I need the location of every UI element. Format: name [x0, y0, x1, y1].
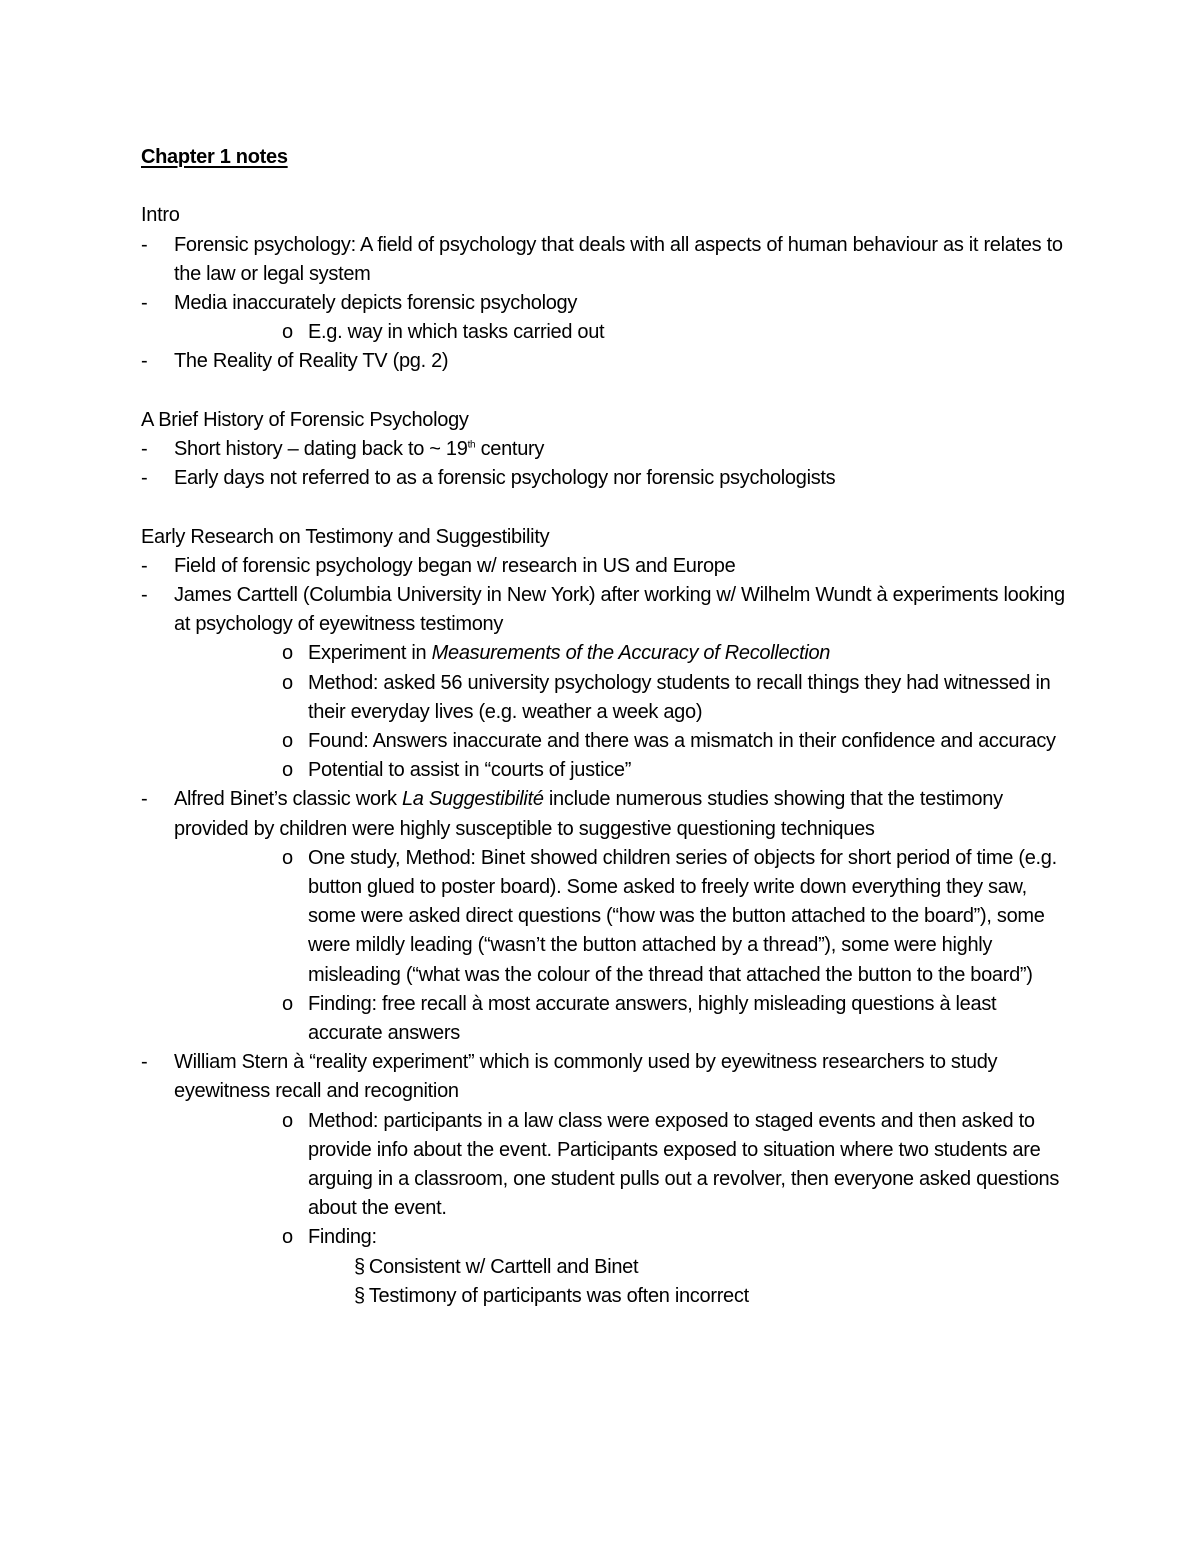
sub-sub-bullet-item	[141, 1253, 1071, 1282]
bullet-text: William Stern à “reality experiment” which is commonly used by eyewitness researchers to study eyewitness recall and recognition	[174, 1051, 998, 1103]
sub-bullet-text: Finding:	[308, 1226, 377, 1249]
sub-bullet-item	[141, 1223, 1071, 1252]
bullet-text: Alfred Binet’s classic work	[174, 788, 402, 811]
circle-marker: o	[282, 730, 293, 753]
bullet-item	[141, 552, 1071, 581]
bullet-text: Forensic psychology: A field of psychology that deals with all aspects of human behaviour as it relates to the law or legal system	[174, 233, 1063, 285]
spacer	[141, 493, 1071, 522]
sub-bullet-item	[141, 639, 1071, 668]
bullet-item	[141, 1048, 1071, 1106]
sub-bullet-text: Finding: free recall à most accurate answers, highly misleading questions à least accurate answers	[308, 992, 997, 1045]
sub-bullet-text: Experiment in	[308, 642, 432, 665]
sub-bullet-item	[141, 844, 1071, 990]
bullet-text: Field of forensic psychology began w/ research in US and Europe	[174, 554, 736, 577]
sub-bullet-text: One study, Method: Binet showed children series of objects for short period of time (e.g. button glued to poster board). Some asked to freely write down everything they saw, some were asked direct questions (“how was the button attached to the board”), some were mildly leading (“wasn’t the button attached by a thread”), some were highly misleading (“what was the colour of the thread that attached the button to the board”)	[308, 846, 1057, 986]
section-heading-intro: Intro	[141, 204, 180, 227]
spacer	[141, 377, 1071, 406]
sub-bullet-text: Method: participants in a law class were exposed to staged events and then asked to provide info about the event. Participants exposed to situation where two students are arguing in a classroom, one student pulls out a revolver, then everyone asked questions about the event.	[308, 1109, 1060, 1220]
bullet-item	[141, 435, 1071, 464]
circle-marker: o	[282, 1109, 293, 1132]
bullet-text: include numerous studies showing that the testimony provided by children were highly susceptible to suggestive questioning techniques	[174, 788, 1003, 840]
bullet-text: Media inaccurately depicts forensic psychology	[174, 292, 578, 314]
dash-marker: -	[141, 584, 148, 606]
sub-sub-bullet-text: Testimony of participants was often incorrect	[368, 1284, 749, 1307]
sub-bullet-text: E.g. way in which tasks carried out	[308, 321, 605, 344]
bullet-item	[141, 464, 1071, 493]
bullet-item	[141, 785, 1071, 843]
sub-sub-bullet-text: Consistent w/ Carttell and Binet	[368, 1255, 639, 1278]
document-title: Chapter 1 notes	[141, 146, 288, 168]
dash-marker: -	[141, 1051, 148, 1074]
bullet-text: The Reality of Reality TV (pg. 2)	[174, 350, 449, 373]
dash-marker: -	[141, 554, 148, 577]
sub-bullet-item	[141, 990, 1071, 1048]
italic-title: La Suggestibilité	[401, 788, 544, 811]
bullet-item	[141, 581, 1071, 639]
section-heading-history: A Brief History of Forensic Psychology	[141, 408, 469, 431]
dash-marker: -	[141, 233, 148, 256]
sub-sub-bullet-item	[141, 1282, 1071, 1311]
dash-marker: -	[141, 788, 148, 811]
bullet-text: Early days not referred to as a forensic psychology nor forensic psychologists	[174, 467, 836, 490]
italic-title: Measurements of the Accuracy of Recollection	[431, 642, 831, 665]
circle-marker: o	[282, 671, 293, 694]
bullet-item	[141, 289, 1071, 318]
bullet-text: James Carttell (Columbia University in New York) after working w/ Wilhelm Wundt à experiments looking at psychology of eyewitness testimony	[174, 584, 1065, 636]
sub-bullet-text: Method: asked 56 university psychology students to recall things they had witnessed in their everyday lives (e.g. weather a week ago)	[308, 671, 1051, 723]
sub-bullet-item	[141, 318, 1071, 347]
bullet-text: century	[475, 438, 545, 460]
section-marker: §	[354, 1284, 365, 1307]
section-marker: §	[354, 1255, 365, 1278]
dash-marker: -	[141, 292, 148, 314]
circle-marker: o	[282, 759, 293, 782]
sub-bullet-text: Found: Answers inaccurate and there was a mismatch in their confidence and accuracy	[308, 730, 1056, 753]
dash-marker: -	[141, 438, 148, 460]
sub-bullet-item	[141, 727, 1071, 756]
circle-marker: o	[282, 1226, 293, 1249]
sub-bullet-item	[141, 1107, 1071, 1224]
dash-marker: -	[141, 467, 148, 490]
bullet-item	[141, 231, 1071, 289]
superscript: th	[467, 439, 476, 451]
document-body	[141, 143, 1071, 1311]
sub-bullet-item	[141, 669, 1071, 727]
sub-bullet-text: Potential to assist in “courts of justice”	[308, 759, 632, 782]
circle-marker: o	[282, 846, 293, 869]
sub-bullet-item	[141, 756, 1071, 785]
spacer	[141, 172, 1071, 201]
circle-marker: o	[282, 992, 293, 1015]
bullet-text: Short history – dating back to ~ 19	[174, 438, 468, 460]
bullet-item	[141, 347, 1071, 376]
circle-marker: o	[282, 321, 293, 344]
dash-marker: -	[141, 350, 148, 373]
section-heading-early-research: Early Research on Testimony and Suggestibility	[141, 525, 550, 548]
circle-marker: o	[282, 642, 293, 665]
